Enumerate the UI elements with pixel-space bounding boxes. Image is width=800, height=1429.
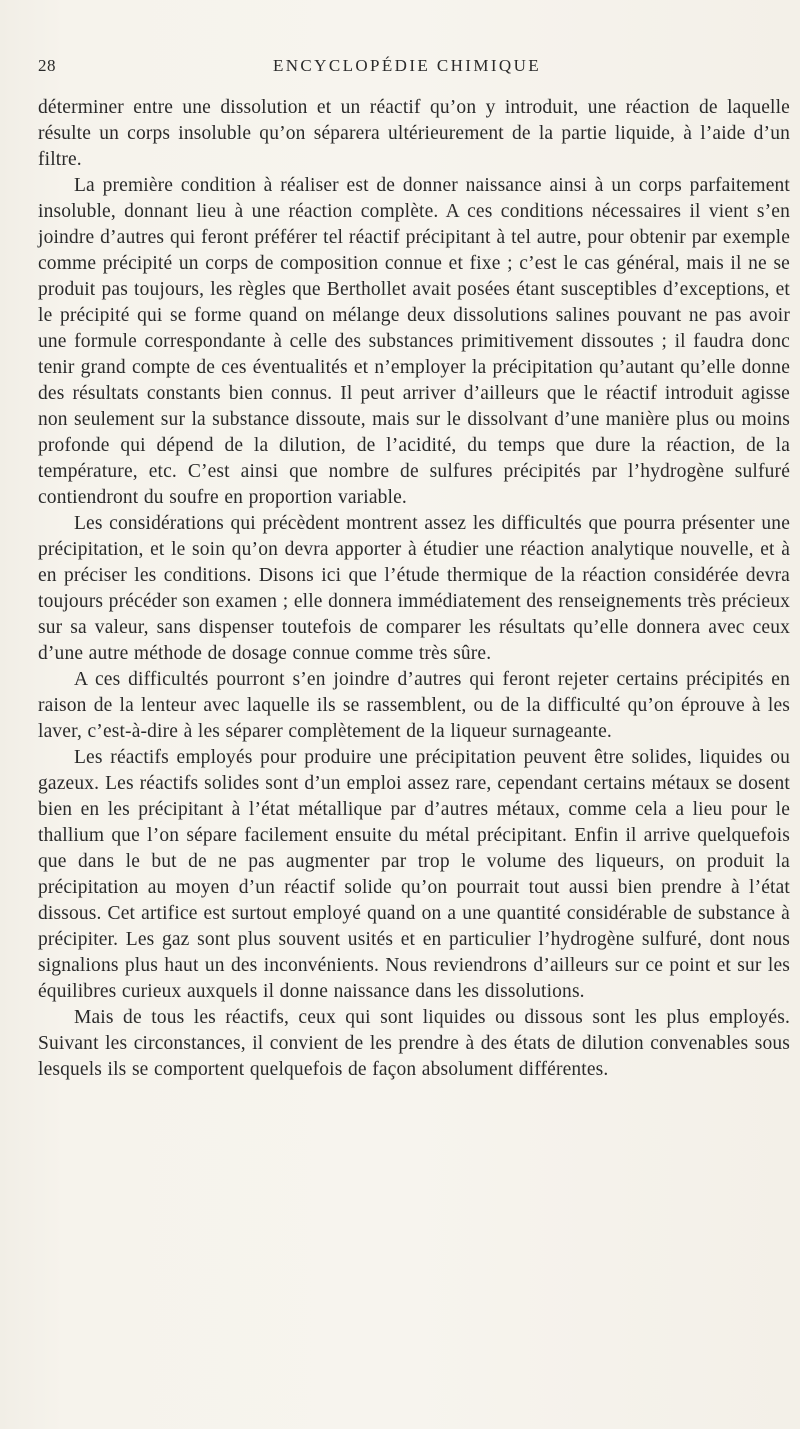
- paragraph: Les considérations qui précèdent montrent assez les difficultés que pourra présenter une précipitation, et le soin qu’on devra apporter à étudier une réaction analytique nouvelle, et à en préciser les conditions. Disons ici que l’étude thermique de la réaction considérée devra toujours précéder son examen ; elle donnera immédiatement des renseignements très précieux sur sa valeur, sans dispenser toutefois de comparer les résultats qu’elle donnera avec ceux d’une autre méthode de dosage connue comme très sûre.: [38, 513, 790, 664]
- page-header: [38, 56, 776, 82]
- running-title: ENCYCLOPÉDIE CHIMIQUE: [272, 56, 542, 75]
- page-number: 28: [38, 56, 56, 75]
- paragraph: Les réactifs employés pour produire une précipitation peuvent être solides, liquides ou gazeux. Les réactifs solides sont d’un emploi assez rare, cependant certains métaux se dosent bien en les précipitant à l’état métallique par d’autres métaux, comme cela a lieu pour le thallium que l’on sépare facilement ensuite du métal précipitant. Enfin il arrive quelquefois que dans le but de ne pas augmenter par trop le volume des liqueurs, on produit la précipitation au moyen d’un réactif solide qu’on pourrait tout aussi bien prendre à l’état dissous. Cet artifice est surtout employé quand on a une quantité considérable de substance à précipiter. Les gaz sont plus souvent usités et en particulier l’hydrogène sulfuré, dont nous signalions plus haut un des inconvénients. Nous reviendrons d’ailleurs sur ce point et sur les équilibres curieux auxquels il donne naissance dans les dissolutions.: [38, 747, 790, 1002]
- paragraph: Mais de tous les réactifs, ceux qui sont liquides ou dissous sont les plus employés. Suivant les circonstances, il convient de les prendre à des états de dilution convenables sous lesquels ils se comportent quelquefois de façon absolument différentes.: [38, 1007, 790, 1080]
- paragraph-continuation: déterminer entre une dissolution et un réactif qu’on y introduit, une réaction de laquelle résulte un corps insoluble qu’on séparera ultérieurement de la partie liquide, à l’aide d’un filtre.: [38, 97, 790, 170]
- body-text: [38, 95, 790, 1083]
- paragraph: A ces difficultés pourront s’en joindre d’autres qui feront rejeter certains précipités en raison de la lenteur avec laquelle ils se rassemblent, ou de la difficulté qu’on éprouve à les laver, c’est-à-dire à les séparer complètement de la liqueur surnageante.: [38, 669, 790, 742]
- paragraph: La première condition à réaliser est de donner naissance ainsi à un corps parfaitement insoluble, donnant lieu à une réaction complète. A ces conditions nécessaires il vient s’en joindre d’autres qui feront préférer tel réactif précipitant à tel autre, pour obtenir par exemple comme précipité un corps de composition connue et fixe ; c’est le cas général, mais il ne se produit pas toujours, les règles que Berthollet avait posées étant susceptibles d’exceptions, et le précipité qui se forme quand on mélange deux dissolutions salines pouvant ne pas avoir une formule correspondante à celle des substances primitivement dissoutes ; il faudra donc tenir grand compte de ces éventualités et n’employer la précipitation qu’autant qu’elle donne des résultats constants bien connus. Il peut arriver d’ailleurs que le réactif introduit agisse non seulement sur la substance dissoute, mais sur le dissolvant d’une manière plus ou moins profonde qui dépend de la dilution, de l’acidité, du temps que dure la réaction, de la température, etc. C’est ainsi que nombre de sulfures précipités par l’hydrogène sulfuré contiendront du soufre en proportion variable.: [38, 175, 790, 508]
